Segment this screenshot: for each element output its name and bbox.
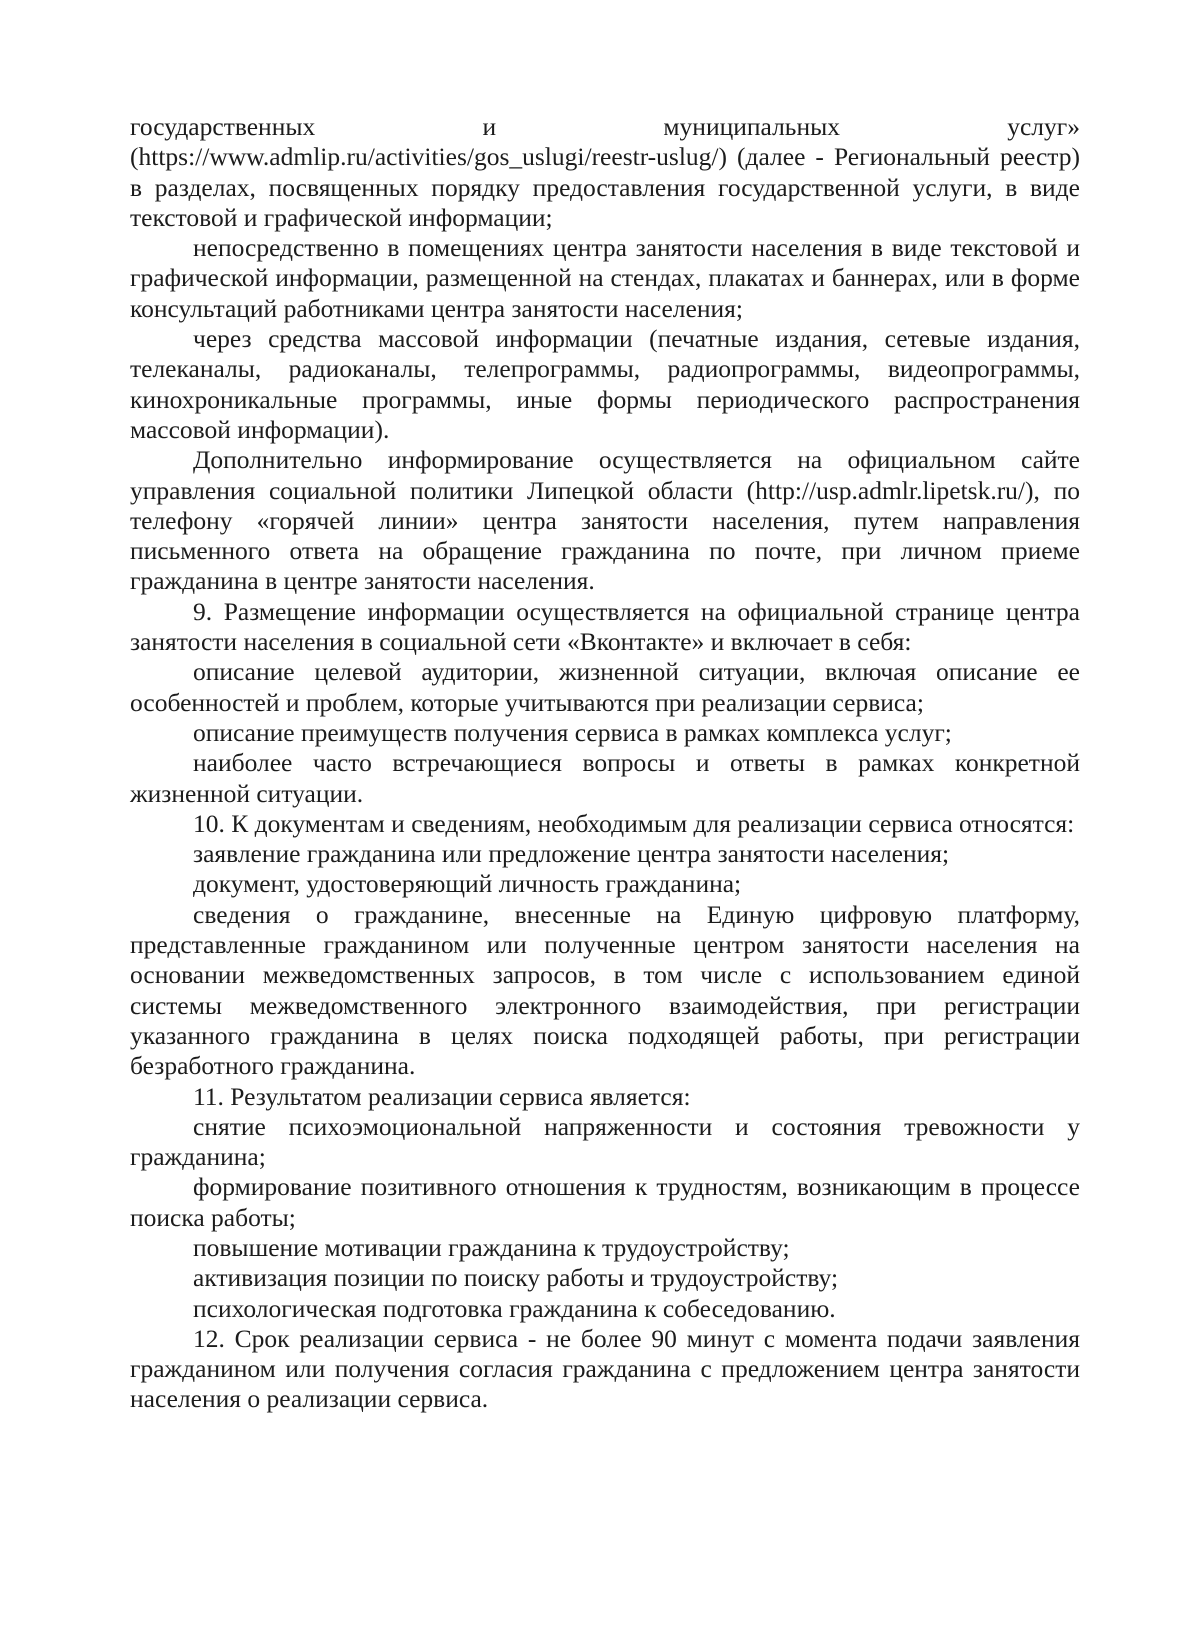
word: и <box>482 112 497 141</box>
word: государственных <box>130 112 316 141</box>
paragraph-section-12: 12. Срок реализации сервиса - не более 90 минут с момента подачи заявления гражданином или получения согласия гражданина с предложением центра занятости населения о реализации сервиса. <box>130 1323 1080 1414</box>
paragraph-interview-prep: психологическая подготовка гражданина к собеседованию. <box>193 1293 836 1323</box>
first-line <box>130 112 1080 142</box>
paragraph-mass-media: через средства массовой информации (печатные издания, сетевые издания, телеканалы, радиоканалы, телепрограммы, радиопрограммы, видеопрограммы, кинохроникальные программы, иные формы периодического распространения массовой информации). <box>130 324 1080 444</box>
paragraph-section-11: 11. Результатом реализации сервиса является: <box>193 1081 691 1111</box>
paragraph-motivation: повышение мотивации гражданина к трудоустройству; <box>193 1232 790 1262</box>
word: муниципальных <box>663 112 840 141</box>
paragraph-premises-info: непосредственно в помещениях центра занятости населения в виде текстовой и графической информации, размещенной на стендах, плакатах и баннерах, или в форме консультаций работниками центра занятости населения; <box>130 233 1080 323</box>
paragraph-faq: наиболее часто встречающиеся вопросы и ответы в рамках конкретной жизненной ситуации. <box>130 748 1080 808</box>
document-page <box>130 112 1080 1415</box>
paragraph-activation: активизация позиции по поиску работы и трудоустройству; <box>193 1263 839 1293</box>
paragraph-positive-attitude: формирование позитивного отношения к трудностям, возникающим в процессе поиска работы; <box>130 1172 1080 1232</box>
paragraph-advantages: описание преимуществ получения сервиса в рамках комплекса услуг; <box>193 717 952 747</box>
paragraph-identity-doc: документ, удостоверяющий личность гражданина; <box>193 869 742 899</box>
paragraph-section-10: 10. К документам и сведениям, необходимым для реализации сервиса относятся: <box>193 808 1075 838</box>
paragraph-stress-relief: снятие психоэмоциональной напряженности и состояния тревожности у гражданина; <box>130 1111 1080 1172</box>
paragraph-application: заявление гражданина или предложение центра занятости населения; <box>193 839 950 869</box>
paragraph-registry-url: (https://www.admlip.ru/activities/gos_uslugi/reestr-uslug/) (далее - Региональный реестр) в разделах, посвященных порядку предоставления государственной услуги, в виде текстовой и графической информации; <box>130 142 1080 232</box>
word: услуг» <box>1007 112 1080 141</box>
paragraph-audience: описание целевой аудитории, жизненной ситуации, включая описание ее особенностей и проблем, которые учитываются при реализации сервиса; <box>130 657 1080 717</box>
paragraph-platform-data: сведения о гражданине, внесенные на Единую цифровую платформу, представленные гражданином или полученные центром занятости населения на основании межведомственных запросов, в том числе с использованием единой системы межведомственного электронного взаимодействия, при регистрации указанного гражданина в целях поиска подходящей работы, при регистрации безработного гражданина. <box>130 899 1080 1081</box>
paragraph-additional-info: Дополнительно информирование осуществляется на официальном сайте управления социальной политики Липецкой области (http://usp.admlr.lipetsk.ru/), по телефону «горячей линии» центра занятости населения, путем направления письменного ответа на обращение гражданина по почте, при личном приеме гражданина в центре занятости населения. <box>130 445 1080 596</box>
paragraph-section-9: 9. Размещение информации осуществляется на официальной странице центра занятости населения в социальной сети «Вконтакте» и включает в себя: <box>130 596 1080 657</box>
